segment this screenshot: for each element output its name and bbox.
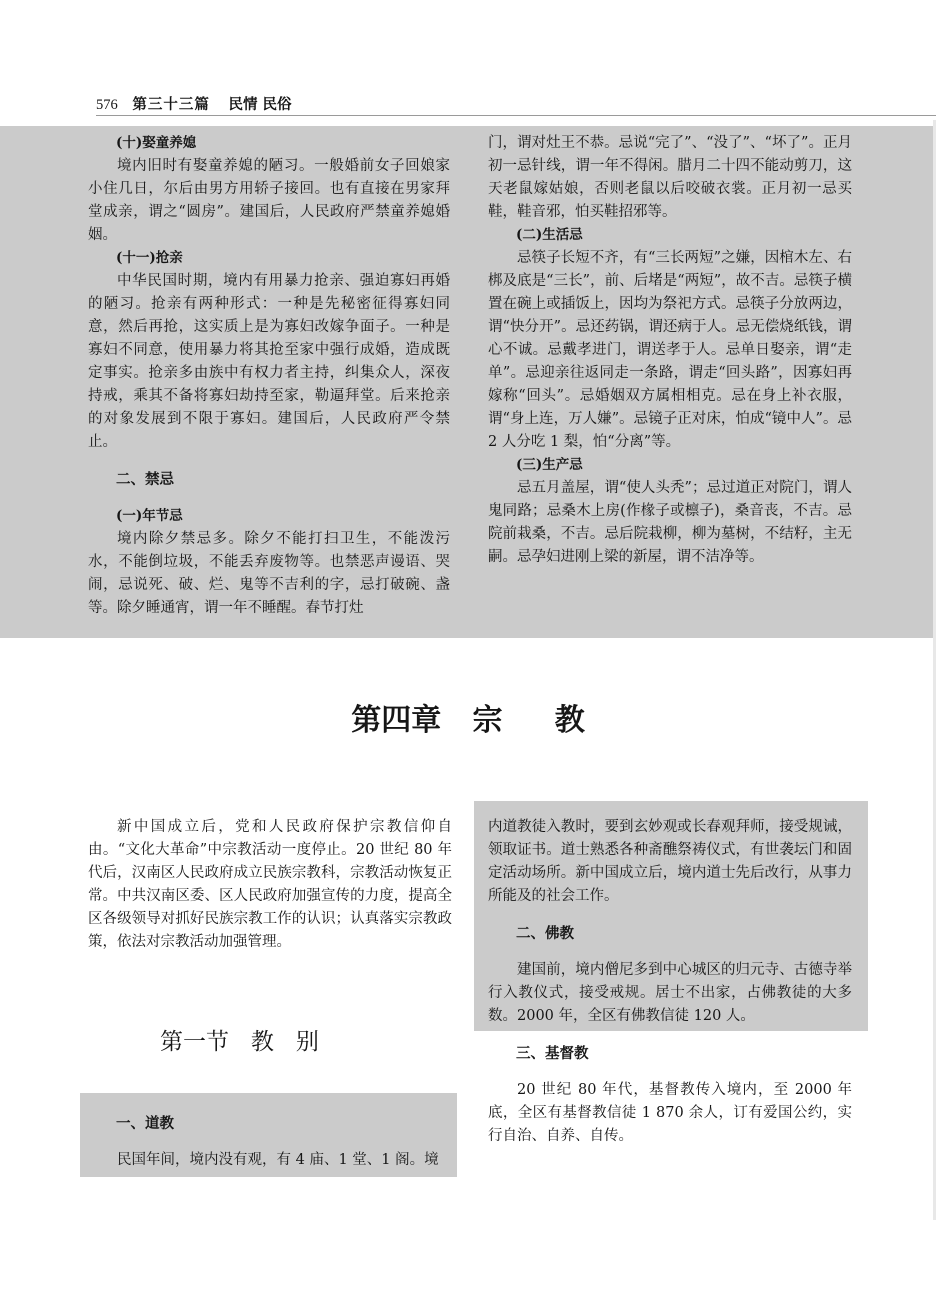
header-rule xyxy=(96,115,936,116)
top-left-paragraph: 境内旧时有娶童养媳的陋习。一般婚前女子回娘家小住几日，尔后由男方用轿子接回。也有直接在男家拜堂成亲，谓之“圆房”。建国后，人民政府严禁童养媳婚姻。 xyxy=(88,158,450,243)
top-left-column xyxy=(88,132,450,620)
header-section-title: 第三十三篇 xyxy=(132,96,210,113)
running-header xyxy=(96,93,292,114)
taoism-paragraph: 民国年间，境内没有观，有 4 庙、1 堂、1 阁。境 xyxy=(117,1152,439,1168)
intro-column xyxy=(88,816,452,954)
top-right-paragraph: 忌五月盖屋，谓“使人头秃”；忌过道正对院门，谓人鬼同路；忌桑木上房(作椽子或檩子)，桑音丧，不吉。忌院前栽桑，不吉。忌后院栽柳，柳为墓树，不结籽，主无嗣。忌孕妇进刚上梁的新屋，谓不洁净等。 xyxy=(488,480,852,565)
intro-paragraph: 新中国成立后，党和人民政府保护宗教信仰自由。“文化大革命”中宗教活动一度停止。20 世纪 80 年代后，汉南区人民政府成立民族宗教科，宗教活动恢复正常。中共汉南区委、区人民政府加强宣传的力度，提高全区各级领导对抓好民族宗教工作的认识；认真落实宗教政策，依法对宗教活动加强管理。 xyxy=(88,819,452,950)
top-right-paragraph: 门，谓对灶王不恭。忌说“完了”、“没了”、“坏了”。正月初一忌针线，谓一年不得闲。腊月二十四不能动剪刀，这天老鼠嫁姑娘，否则老鼠以后咬破衣裳。正月初一忌买鞋，鞋音邪，怕买鞋招邪等。 xyxy=(488,135,852,220)
top-left-heading: (十)娶童养媳 xyxy=(116,135,197,151)
taoism-heading: 一、道教 xyxy=(116,1115,174,1132)
top-left-heading: (一)年节忌 xyxy=(116,508,183,524)
section-title: 第一节 教 别 xyxy=(160,1029,319,1055)
christianity-heading: 三、基督教 xyxy=(516,1045,589,1062)
top-right-paragraph: 忌筷子长短不齐，有“三长两短”之嫌，因棺木左、右梆及底是“三长”，前、后堵是“两短”，故不吉。忌筷子横置在碗上或插饭上，因均为祭祀方式。忌筷子分放两边，谓“快分开”。忌还药锅，谓还病于人。忌无偿烧纸钱，谓心不诚。忌戴孝进门，谓送孝于人。忌单日娶亲，谓“走单”。忌迎亲往返同走一条路，谓走“回头路”，因寡妇再嫁称“回头”。忌婚姻双方属相相克。忌在身上补衣服，谓“身上连，万人嫌”。忌镜子正对床，怕成“镜中人”。忌 2 人分吃 1 梨，怕“分离”等。 xyxy=(488,250,852,450)
buddhism-paragraph: 建国前，境内僧尼多到中心城区的归元寺、古德寺举行入教仪式，接受戒规。居士不出家，占佛教徒的大多数。2000 年，全区有佛教信徒 120 人。 xyxy=(488,962,852,1024)
top-left-paragraph: 中华民国时期，境内有用暴力抢亲、强迫寡妇再婚的陋习。抢亲有两种形式：一种是先秘密征得寡妇同意，然后再抢，这实质上是为寡妇改嫁争面子。一种是寡妇不同意，使用暴力将其抢至家中强行成婚，造成既定事实。抢亲多由族中有权力者主持，纠集众人，深夜持戒，乘其不备将寡妇劫持至家，勒逼拜堂。后来抢亲的对象发展到不限于寡妇。建国后，人民政府严令禁止。 xyxy=(88,273,450,450)
top-right-heading: (三)生产忌 xyxy=(516,457,583,473)
christianity-paragraph: 20 世纪 80 年代，基督教传入境内，至 2000 年底，全区有基督教信徒 1 870 余人，订有爱国公约，实行自治、自养、自传。 xyxy=(488,1082,852,1144)
top-right-heading: (二)生活忌 xyxy=(516,227,583,243)
top-right-column xyxy=(488,132,852,569)
top-left-paragraph: 境内除夕禁忌多。除夕不能打扫卫生，不能泼污水，不能倒垃圾，不能丢弃废物等。也禁恶声谩语、哭闹，忌说死、破、烂、鬼等不吉利的字，忌打破碗、盏等。除夕睡通宵，谓一年不睡醒。春节打灶 xyxy=(88,531,450,616)
bottom-right-column xyxy=(488,816,852,1148)
page-number: 576 xyxy=(96,97,118,113)
top-left-heading: 二、禁忌 xyxy=(116,471,174,488)
buddhism-heading: 二、佛教 xyxy=(516,925,574,942)
header-section-sub: 民情 民俗 xyxy=(228,96,292,113)
taoism-column xyxy=(88,1112,450,1172)
top-left-heading: (十一)抢亲 xyxy=(116,250,183,266)
chapter-title: 第四章 宗 教 xyxy=(351,703,585,738)
taoism-continued: 内道教徒入教时，要到玄妙观或长春观拜师，接受规诫，领取证书。道士熟悉各种斋醮祭祷仪式，有世袭坛门和固定活动场所。新中国成立后，境内道士先后改行，从事力所能及的社会工作。 xyxy=(488,819,852,904)
